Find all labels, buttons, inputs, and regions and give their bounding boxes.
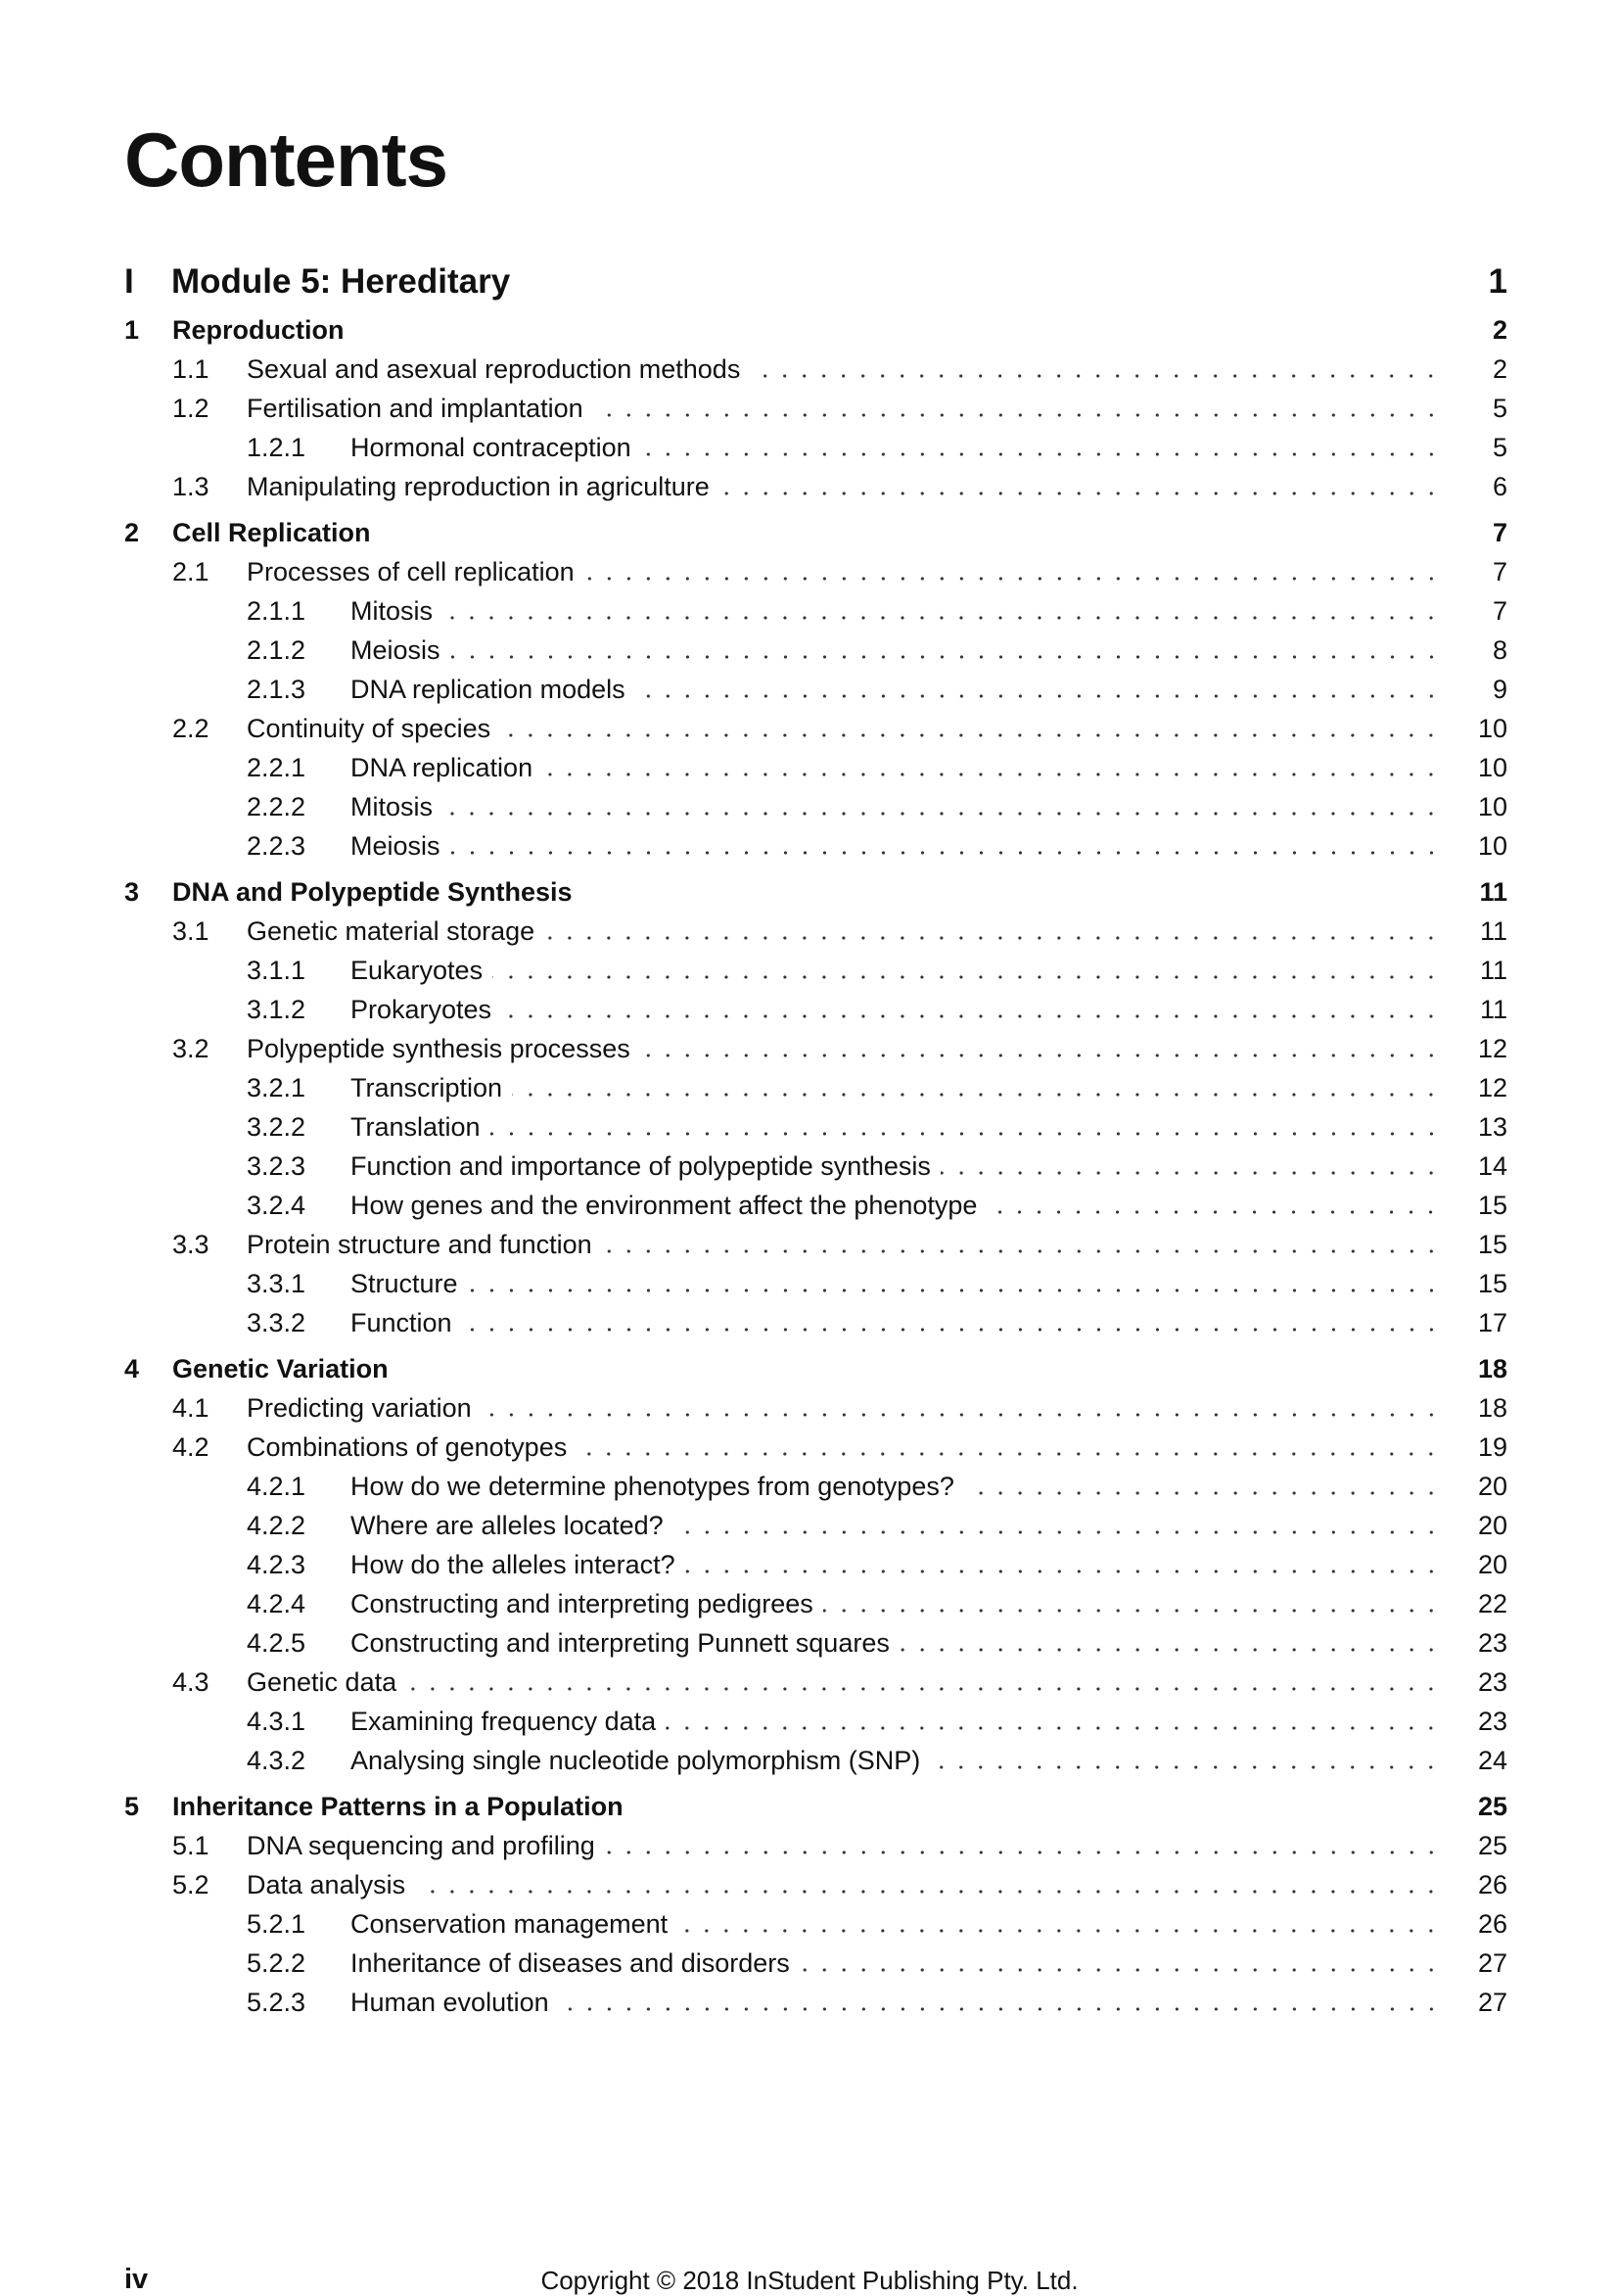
toc-subsection[interactable]	[124, 591, 1507, 631]
toc-section[interactable]	[124, 350, 1507, 389]
dot-leader	[512, 1068, 1441, 1098]
entry-number: 2.1.2	[247, 634, 306, 665]
entry-page-number: 5	[1492, 393, 1507, 423]
entry-number: 5.2.1	[247, 1908, 306, 1939]
entry-title: Mitosis	[350, 595, 434, 626]
entry-page-number: 8	[1492, 634, 1507, 665]
toc-subsection[interactable]	[124, 1147, 1507, 1186]
entry-title: Manipulating reproduction in agriculture	[247, 471, 710, 501]
entry-number: 3.3	[172, 1229, 209, 1259]
entry-title: Function	[350, 1307, 452, 1337]
entry-title: How do the alleles interact?	[350, 1549, 675, 1579]
entry-title: Combinations of genotypes	[247, 1431, 568, 1462]
chapter-number: 2	[124, 517, 140, 547]
entry-number: 4.2.1	[247, 1471, 306, 1501]
entry-number: 5.2	[172, 1869, 209, 1899]
entry-title: Analysing single nucleotide polymorphism (SNP)	[350, 1745, 921, 1775]
entry-title: Hormonal contraception	[350, 432, 631, 462]
entry-title: Processes of cell replication	[247, 556, 575, 586]
part-number: I	[124, 262, 134, 301]
entry-page-number: 24	[1477, 1745, 1507, 1775]
entry-number: 3.1	[172, 915, 209, 946]
entry-page-number: 7	[1492, 595, 1507, 626]
entry-number: 1.3	[172, 471, 209, 501]
entry-page-number: 13	[1477, 1111, 1507, 1142]
toc-subsection[interactable]	[124, 1944, 1507, 1983]
dot-leader	[800, 1944, 1441, 1973]
toc-subsection[interactable]	[124, 826, 1507, 866]
entry-title: Constructing and interpreting pedigrees	[350, 1588, 813, 1618]
entry-page-number: 10	[1477, 830, 1507, 861]
dot-leader	[544, 912, 1441, 941]
entry-page-number: 26	[1477, 1908, 1507, 1939]
toc-subsection[interactable]	[124, 670, 1507, 709]
part-title: Module 5: Hereditary	[171, 262, 511, 301]
chapter-number: 5	[124, 1791, 140, 1821]
toc-section[interactable]	[124, 1663, 1507, 1702]
entry-title: Sexual and asexual reproduction methods	[247, 353, 741, 384]
entry-number: 4.2.5	[247, 1627, 306, 1658]
part-page-number: 1	[1488, 262, 1507, 301]
toc-chapter[interactable]	[124, 513, 1507, 552]
entry-page-number: 20	[1477, 1510, 1507, 1540]
dot-leader	[406, 1663, 1441, 1692]
entry-title: Prokaryotes	[350, 994, 492, 1024]
toc-subsection[interactable]	[124, 1264, 1507, 1303]
toc-section[interactable]	[124, 1388, 1507, 1428]
entry-title: Translation	[350, 1111, 481, 1142]
chapter-title: DNA and Polypeptide Synthesis	[172, 876, 573, 907]
toc-section[interactable]	[124, 1029, 1507, 1068]
entry-number: 3.2.2	[247, 1111, 306, 1142]
toc-section[interactable]	[124, 389, 1507, 428]
toc-subsection[interactable]	[124, 1506, 1507, 1545]
entry-number: 2.2.1	[247, 752, 306, 782]
entry-page-number: 15	[1477, 1268, 1507, 1298]
dot-leader	[559, 1983, 1441, 2012]
dot-leader	[640, 1029, 1441, 1058]
toc-section[interactable]	[124, 912, 1507, 951]
entry-page-number: 18	[1477, 1392, 1507, 1423]
toc-section[interactable]	[124, 467, 1507, 506]
entry-page-number: 15	[1477, 1229, 1507, 1259]
entry-page-number: 6	[1492, 471, 1507, 501]
entry-number: 5.2.3	[247, 1987, 306, 2017]
entry-page-number: 26	[1477, 1869, 1507, 1899]
toc-subsection[interactable]	[124, 1904, 1507, 1944]
entry-number: 4.2	[172, 1431, 209, 1462]
dot-leader	[468, 1264, 1441, 1293]
dot-leader	[450, 631, 1441, 660]
toc-section[interactable]	[124, 1225, 1507, 1264]
toc-subsection[interactable]	[124, 1107, 1507, 1147]
entry-title: Constructing and interpreting Punnett squares	[350, 1627, 890, 1658]
chapter-page: 25	[1477, 1791, 1507, 1821]
toc-subsection[interactable]	[124, 1741, 1507, 1780]
entry-title: DNA replication	[350, 752, 533, 782]
toc-section[interactable]	[124, 1865, 1507, 1904]
entry-title: Meiosis	[350, 634, 440, 665]
entry-title: DNA replication models	[350, 674, 625, 704]
toc-section[interactable]	[124, 709, 1507, 748]
entry-title: Polypeptide synthesis processes	[247, 1033, 630, 1063]
dot-leader	[685, 1545, 1441, 1574]
chapter-page: 18	[1477, 1353, 1507, 1383]
dot-leader	[593, 389, 1441, 418]
entry-title: Structure	[350, 1268, 458, 1298]
toc-section[interactable]	[124, 1428, 1507, 1467]
entry-page-number: 10	[1477, 713, 1507, 743]
chapter-page: 2	[1492, 314, 1507, 345]
dot-leader	[719, 467, 1441, 496]
toc-subsection[interactable]	[124, 1702, 1507, 1741]
chapter-page: 7	[1492, 517, 1507, 547]
entry-number: 2.2.2	[247, 791, 306, 821]
entry-title: Meiosis	[350, 830, 440, 861]
dot-leader	[750, 350, 1441, 379]
entry-number: 4.3	[172, 1666, 209, 1697]
entry-page-number: 27	[1477, 1987, 1507, 2017]
page-title: Contents	[124, 117, 447, 203]
toc-subsection[interactable]	[124, 1545, 1507, 1584]
entry-page-number: 22	[1477, 1588, 1507, 1618]
entry-number: 2.1.3	[247, 674, 306, 704]
entry-title: How do we determine phenotypes from genotypes?	[350, 1471, 954, 1501]
dot-leader	[450, 826, 1441, 856]
chapter-title: Reproduction	[172, 314, 345, 345]
entry-title: Examining frequency data	[350, 1706, 657, 1736]
toc-subsection[interactable]	[124, 1983, 1507, 2022]
entry-number: 4.3.2	[247, 1745, 306, 1775]
toc-subsection[interactable]	[124, 631, 1507, 670]
dot-leader	[482, 1388, 1441, 1418]
entry-number: 3.3.2	[247, 1307, 306, 1337]
toc-subsection[interactable]	[124, 951, 1507, 990]
entry-number: 4.3.1	[247, 1706, 306, 1736]
entry-number: 3.1.1	[247, 955, 306, 985]
toc-chapter[interactable]	[124, 310, 1507, 350]
entry-title: Human evolution	[350, 1987, 549, 2017]
entry-page-number: 25	[1477, 1830, 1507, 1860]
entry-title: Mitosis	[350, 791, 434, 821]
entry-page-number: 7	[1492, 556, 1507, 586]
entry-number: 2.1	[172, 556, 209, 586]
entry-number: 3.2.1	[247, 1072, 306, 1102]
entry-page-number: 11	[1479, 994, 1507, 1024]
dot-leader	[930, 1741, 1441, 1770]
dot-leader	[605, 1826, 1441, 1855]
entry-title: Conservation management	[350, 1908, 669, 1939]
entry-page-number: 14	[1477, 1150, 1507, 1181]
toc-chapter[interactable]	[124, 1787, 1507, 1826]
entry-number: 4.2.2	[247, 1510, 306, 1540]
entry-number: 3.2.3	[247, 1150, 306, 1181]
entry-page-number: 2	[1492, 353, 1507, 384]
dot-leader	[584, 552, 1441, 582]
dot-leader	[415, 1865, 1441, 1895]
entry-page-number: 10	[1477, 791, 1507, 821]
entry-title: Where are alleles located?	[350, 1510, 664, 1540]
entry-number: 3.3.1	[247, 1268, 306, 1298]
toc-part-heading[interactable]	[124, 258, 1507, 306]
chapter-title: Cell Replication	[172, 517, 371, 547]
entry-title: DNA sequencing and profiling	[247, 1830, 595, 1860]
dot-leader	[462, 1303, 1441, 1333]
entry-title: How genes and the environment affect the phenotype	[350, 1190, 978, 1220]
entry-title: Continuity of species	[247, 713, 491, 743]
dot-leader	[900, 1623, 1441, 1653]
toc-subsection[interactable]	[124, 1623, 1507, 1663]
entry-title: Data analysis	[247, 1869, 406, 1899]
entry-title: Fertilisation and implantation	[247, 393, 583, 423]
entry-number: 2.2	[172, 713, 209, 743]
chapter-number: 3	[124, 876, 140, 907]
toc-section[interactable]	[124, 552, 1507, 591]
entry-page-number: 12	[1477, 1072, 1507, 1102]
chapter-number: 1	[124, 314, 140, 345]
entry-title: Function and importance of polypeptide synthesis	[350, 1150, 931, 1181]
entry-page-number: 20	[1477, 1471, 1507, 1501]
footer-page-number: iv	[124, 2264, 149, 2295]
entry-page-number: 27	[1477, 1947, 1507, 1978]
toc-subsection[interactable]	[124, 1303, 1507, 1342]
entry-page-number: 20	[1477, 1549, 1507, 1579]
toc-section[interactable]	[124, 1826, 1507, 1865]
dot-leader	[964, 1467, 1441, 1496]
dot-leader	[490, 1107, 1441, 1137]
toc-subsection[interactable]	[124, 428, 1507, 467]
toc-chapter[interactable]	[124, 872, 1507, 912]
entry-number: 1.2.1	[247, 432, 306, 462]
entry-number: 1.1	[172, 353, 209, 384]
dot-leader	[492, 951, 1441, 980]
toc-subsection[interactable]	[124, 1467, 1507, 1506]
entry-page-number: 9	[1492, 674, 1507, 704]
entry-title: Genetic data	[247, 1666, 397, 1697]
dot-leader	[673, 1506, 1441, 1535]
dot-leader	[677, 1904, 1441, 1934]
chapter-title: Inheritance Patterns in a Population	[172, 1791, 624, 1821]
entry-page-number: 23	[1477, 1706, 1507, 1736]
entry-number: 1.2	[172, 393, 209, 423]
entry-page-number: 11	[1479, 915, 1507, 946]
entry-number: 3.1.2	[247, 994, 306, 1024]
footer-copyright: Copyright © 2018 InStudent Publishing Pty. Ltd.	[540, 2266, 1079, 2295]
toc-subsection[interactable]	[124, 1068, 1507, 1107]
entry-number: 2.2.3	[247, 830, 306, 861]
toc-subsection[interactable]	[124, 1584, 1507, 1623]
entry-number: 4.2.3	[247, 1549, 306, 1579]
entry-number: 2.1.1	[247, 595, 306, 626]
chapter-number: 4	[124, 1353, 140, 1383]
dot-leader	[442, 591, 1441, 621]
entry-number: 5.2.2	[247, 1947, 306, 1978]
toc-subsection[interactable]	[124, 787, 1507, 826]
entry-page-number: 11	[1479, 955, 1507, 985]
entry-page-number: 15	[1477, 1190, 1507, 1220]
dot-leader	[602, 1225, 1441, 1254]
dot-leader	[577, 1428, 1441, 1457]
dot-leader	[442, 787, 1441, 817]
toc-subsection[interactable]	[124, 1186, 1507, 1225]
dot-leader	[635, 670, 1441, 699]
entry-page-number: 10	[1477, 752, 1507, 782]
dot-leader	[941, 1147, 1441, 1176]
dot-leader	[641, 428, 1441, 457]
chapter-page: 11	[1479, 876, 1507, 907]
entry-page-number: 17	[1477, 1307, 1507, 1337]
dot-leader	[500, 709, 1441, 738]
entry-number: 4.1	[172, 1392, 209, 1423]
dot-leader	[542, 748, 1441, 777]
entry-number: 3.2.4	[247, 1190, 306, 1220]
entry-title: Inheritance of diseases and disorders	[350, 1947, 790, 1978]
toc-subsection[interactable]	[124, 990, 1507, 1029]
entry-page-number: 23	[1477, 1666, 1507, 1697]
dot-leader	[501, 990, 1441, 1019]
entry-number: 5.1	[172, 1830, 209, 1860]
toc-chapter[interactable]	[124, 1349, 1507, 1388]
entry-page-number: 19	[1477, 1431, 1507, 1462]
dot-leader	[987, 1186, 1441, 1215]
entry-title: Genetic material storage	[247, 915, 535, 946]
dot-leader	[666, 1702, 1441, 1731]
entry-title: Eukaryotes	[350, 955, 484, 985]
entry-title: Predicting variation	[247, 1392, 472, 1423]
entry-number: 4.2.4	[247, 1588, 306, 1618]
entry-title: Protein structure and function	[247, 1229, 592, 1259]
chapter-title: Genetic Variation	[172, 1353, 389, 1383]
entry-page-number: 23	[1477, 1627, 1507, 1658]
table-of-contents	[124, 310, 1507, 2022]
entry-page-number: 5	[1492, 432, 1507, 462]
entry-page-number: 12	[1477, 1033, 1507, 1063]
toc-subsection[interactable]	[124, 748, 1507, 787]
entry-number: 3.2	[172, 1033, 209, 1063]
entry-title: Transcription	[350, 1072, 503, 1102]
dot-leader	[823, 1584, 1441, 1614]
